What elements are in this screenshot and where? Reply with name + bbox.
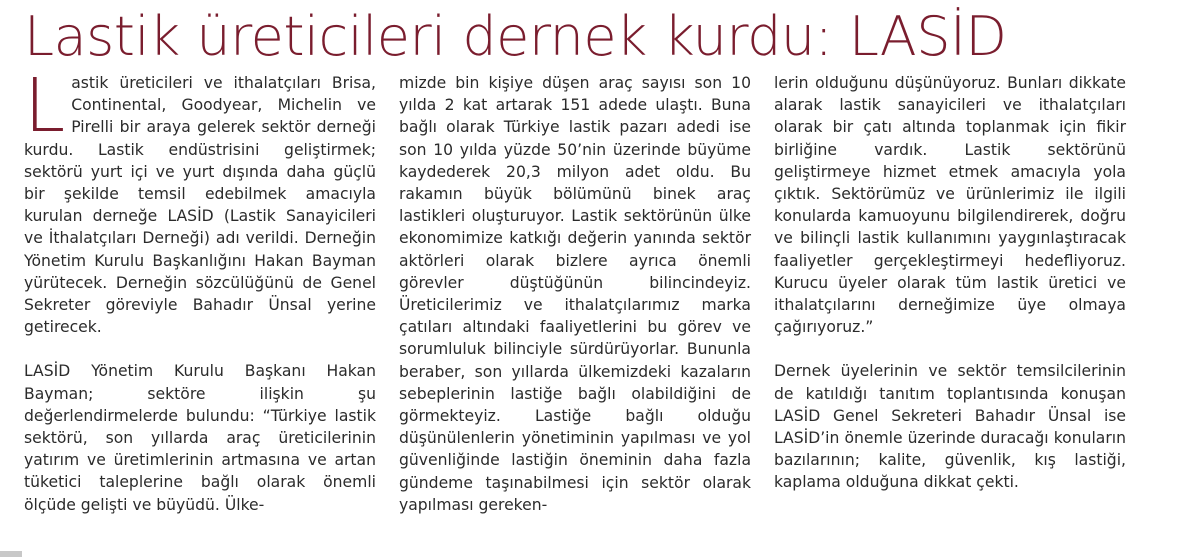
paragraph: Dernek üyelerinin ve sektör temsilcilerinin de katıldığı tanıtım toplantısında konuşan LASİD Genel Sekreteri Bahadır Ünsal ise LASİD’in önemle üzerinde duracağı konuların bazılarının; kalite, güvenlik, kış lastiği, kaplama olduğuna dikkat çekti. — [774, 362, 1126, 492]
article-column-2 — [399, 72, 751, 516]
article-column-1 — [24, 63, 376, 516]
paragraph — [24, 63, 376, 338]
article-column-3 — [774, 72, 1126, 494]
paragraph: mizde bin kişiye düşen araç sayısı son 10 yılda 2 kat artarak 151 adede ulaştı. Buna bağlı olarak Türkiye lastik pazarı adedi ise son 10 yılda yüzde 50’nin üzerinde büyüme kaydederek 20,3 milyon adet oldu. Bu rakamın büyük bölümünü binek araç lastikleri oluşturuyor. Lastik sektörünün ülke ekonomimize katkığı değerin yanında sektör aktörleri olarak bizlere ayrıca önemli görevler düştüğünün bilincindeyiz. Üreticilerimiz ve ithalatçılarımız marka çatıları altındaki faaliyetlerini bu görev ve sorumluluk bilinciyle sürdürüyorlar. Bununla beraber, son yıllarda ülkemizdeki kazaların sebeplerinin lastiğe bağlı olabildiğini de görmekteyiz. Lastiğe bağlı olduğu düşünülenlerin yönetiminin yapılması ve yol güvenliğinde lastiğin öneminin daha fazla gündeme taşınabilmesi için sektör olarak yapılması gereken- — [399, 74, 751, 514]
paragraph: lerin olduğunu düşünüyoruz. Bunları dikkate alarak lastik sanayicileri ve ithalatçıları olarak bir çatı altında toplanmak için fikir birliğine vardık. Lastik sektörünü geliştirmeye hizmet etmek amacıyla yola çıktık. Sektörümüz ve ürünlerimiz ile ilgili konularda kamuoyunu bilgilendirerek, doğru ve bilinçli lastik kullanımını yaygınlaştıracak faaliyetler gerçekleştirmeyi hedefliyoruz. Kurucu üyeler olarak tüm lastik üretici ve ithalatçılarını derneğimize üye olmaya çağırıyoruz.” — [774, 74, 1126, 337]
paragraph: LASİD Yönetim Kurulu Başkanı Hakan Bayman; sektöre ilişkin şu değerlendirmelerde bulundu: “Türkiye lastik sektörü, son yıllarda araç üreticilerinin yatırım ve üretimlerinin artmasına ve artan tüketici taleplerine bağlı olarak önemli ölçüde gelişti ve büyüdü. Ülke- — [24, 362, 376, 514]
article-headline: Lastik üreticileri dernek kurdu: LASİD — [24, 5, 1007, 68]
paragraph-text: astik üreticileri ve ithalatçıları Brisa, Continental, Goodyear, Michelin ve Pirelli bir araya gelerek sektör derneği kurdu. Lastik endüstrisini geliştirmek; sektörü yurt içi ve yurt dışında daha güçlü bir şekilde temsil edebilmek amacıyla kurulan derneğe LASİD (Lastik Sanayicileri ve İthalatçıları Derneği) adı verildi. Derneğin Yönetim Kurulu Başkanlığını Hakan Bayman yürütecek. Derneğin sözcülüğünü de Genel Sekreter göreviyle Bahadır Ünsal yerine getirecek. — [24, 74, 376, 337]
page-edge-mark — [0, 551, 22, 557]
drop-cap: L — [24, 63, 66, 149]
